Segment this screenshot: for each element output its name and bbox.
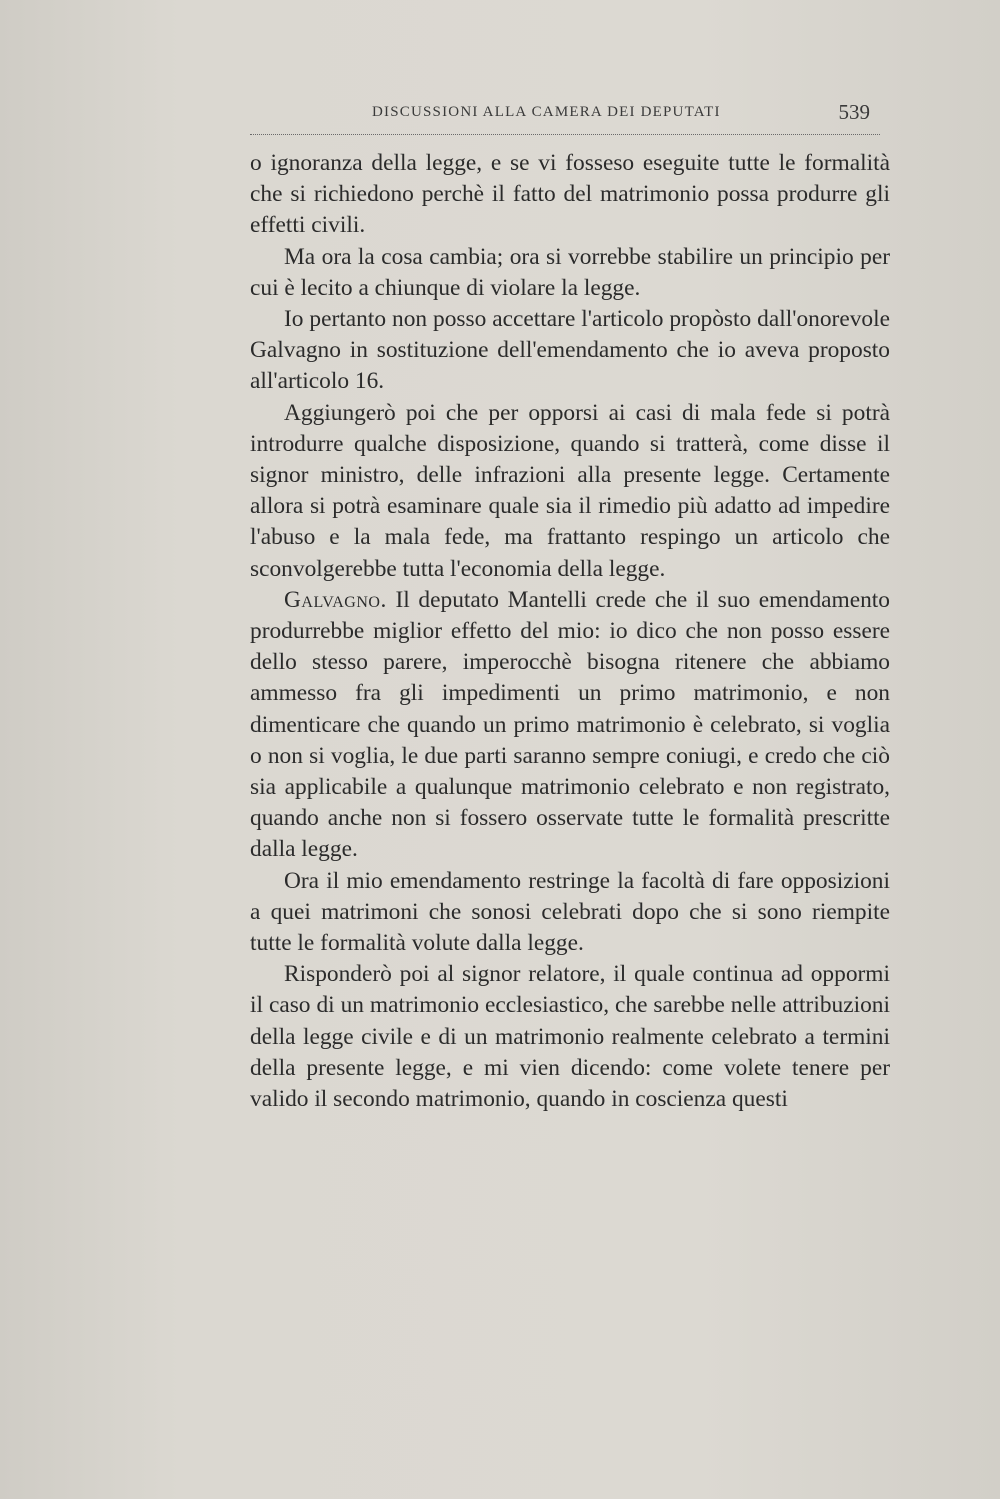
paragraph: Ma ora la cosa cambia; ora si vorrebbe stabilire un principio per cui è lecito a chiunque di violare la legge. (250, 243, 890, 301)
page-number: 539 (838, 100, 870, 124)
body-text (250, 148, 890, 1115)
paragraph: o ignoranza della legge, e se vi fosseso eseguite tutte le formalità che si richiedono perchè il fatto del matrimonio possa produrre gli effetti civili. (250, 150, 890, 239)
speaker-name: Galvagno. (284, 586, 387, 613)
header-rule (250, 134, 880, 135)
paragraph: Io pertanto non posso accettare l'articolo propòsto dall'onorevole Galvagno in sostituzione dell'emendamento che io aveva proposto all'articolo 16. (250, 306, 890, 395)
paragraph: Aggiungerò poi che per opporsi ai casi di mala fede si potrà introdurre qualche disposizione, quando si tratterà, come disse il signor ministro, delle infrazioni alla presente legge. Certamente allora si potrà esaminare quale sia il rimedio più adatto ad impedire l'abuso e la mala fede, ma frattanto respingo un articolo che sconvolgerebbe tutta l'economia della legge. (250, 399, 890, 582)
speech-text: Il deputato Mantelli crede che il suo emendamento produrrebbe miglior effetto del mio: io dico che non posso essere dello stesso parere, imperocchè bisogna ritenere che abbiamo ammesso fra gli impedimenti un primo matrimonio, e non dimenticare che quando un primo matrimonio è celebrato, si voglia o non si voglia, le due parti saranno sempre coniugi, e credo che ciò sia applicabile a qualunque matrimonio celebrato e non registrato, quando anche non si fossero osservate tutte le formalità prescritte dalla legge. (250, 586, 890, 863)
paragraph-speech (250, 585, 890, 866)
running-title: DISCUSSIONI ALLA CAMERA DEI DEPUTATI (372, 104, 721, 120)
paragraph: Risponderò poi al signor relatore, il quale continua ad oppormi il caso di un matrimonio ecclesiastico, che sarebbe nelle attribuzioni della legge civile e di un matrimonio realmente celebrato a termini della presente legge, e mi vien dicendo: come volete tenere per valido il secondo matrimonio, quando in coscienza questi (250, 961, 890, 1113)
paragraph: Ora il mio emendamento restringe la facoltà di fare opposizioni a quei matrimoni che sonosi celebrati dopo che si sono riempite tutte le formalità volute dalla legge. (250, 867, 890, 957)
page-header (250, 100, 880, 138)
